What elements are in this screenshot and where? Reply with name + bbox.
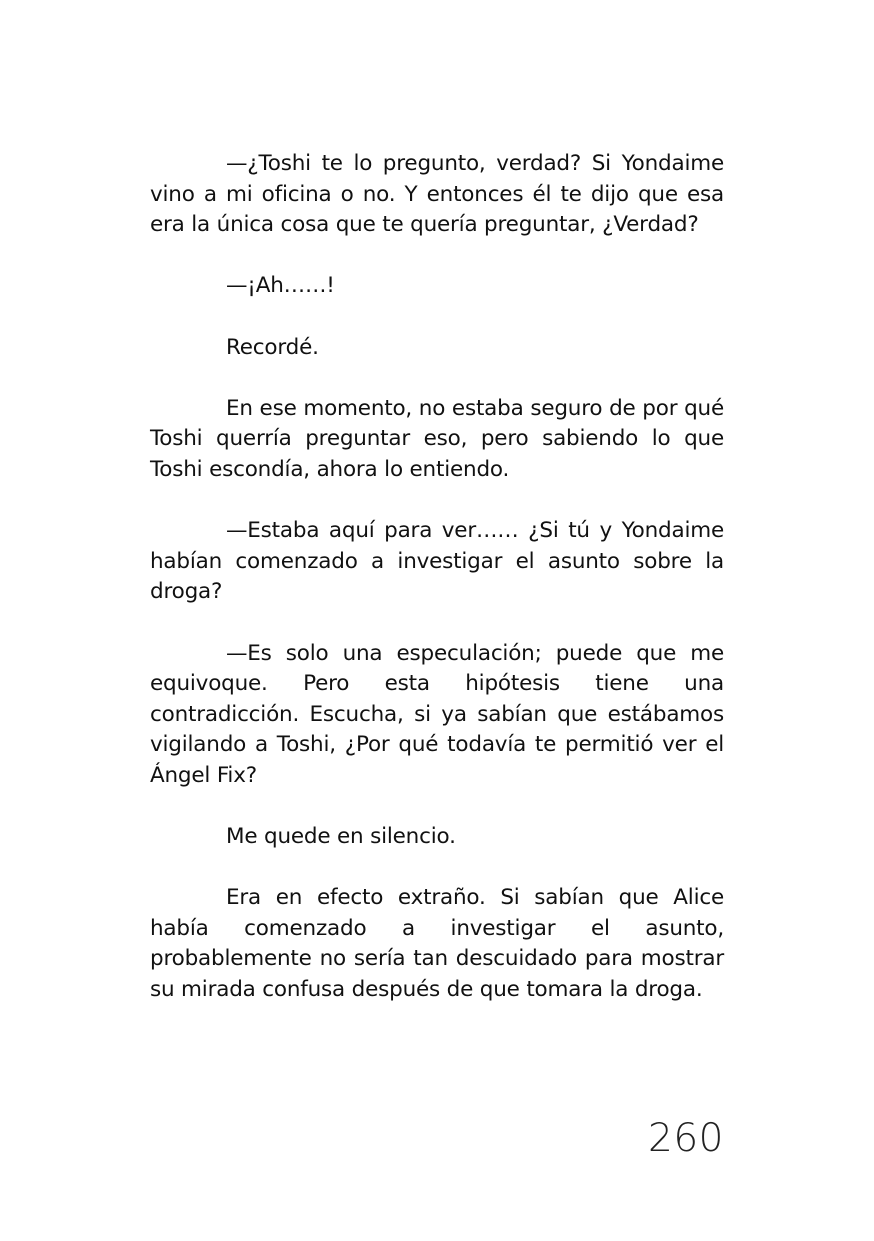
paragraph-4: En ese momento, no estaba seguro de por qué Toshi querría preguntar eso, pero sabiendo lo que Toshi escondía, ahora lo entiendo. (150, 395, 724, 482)
paragraph-5: —Estaba aquí para ver…… ¿Si tú y Yondaime habían comenzado a investigar el asunto sobre la droga? (150, 518, 724, 605)
paragraph-3: Recordé. (226, 334, 319, 360)
paragraph-2: —¡Ah……! (226, 273, 335, 299)
paragraph-6: —Es solo una especulación; puede que me equivoque. Pero esta hipótesis tiene una contradicción. Escucha, si ya sabían que estábamos vigilando a Toshi, ¿Por qué todavía te permitió ver el Ángel Fix? (150, 640, 724, 788)
body-text (150, 149, 724, 1036)
paragraph-7: Me quede en silencio. (226, 824, 456, 850)
paragraph-1: —¿Toshi te lo pregunto, verdad? Si Yondaime vino a mi oficina o no. Y entonces él te dijo que esa era la única cosa que te quería preguntar, ¿Verdad? (150, 151, 724, 238)
paragraph-8: Era en efecto extraño. Si sabían que Alice había comenzado a investigar el asunto, probablemente no sería tan descuidado para mostrar su mirada confusa después de que tomara la droga. (150, 885, 724, 1003)
page-number: 260 (648, 1116, 724, 1161)
